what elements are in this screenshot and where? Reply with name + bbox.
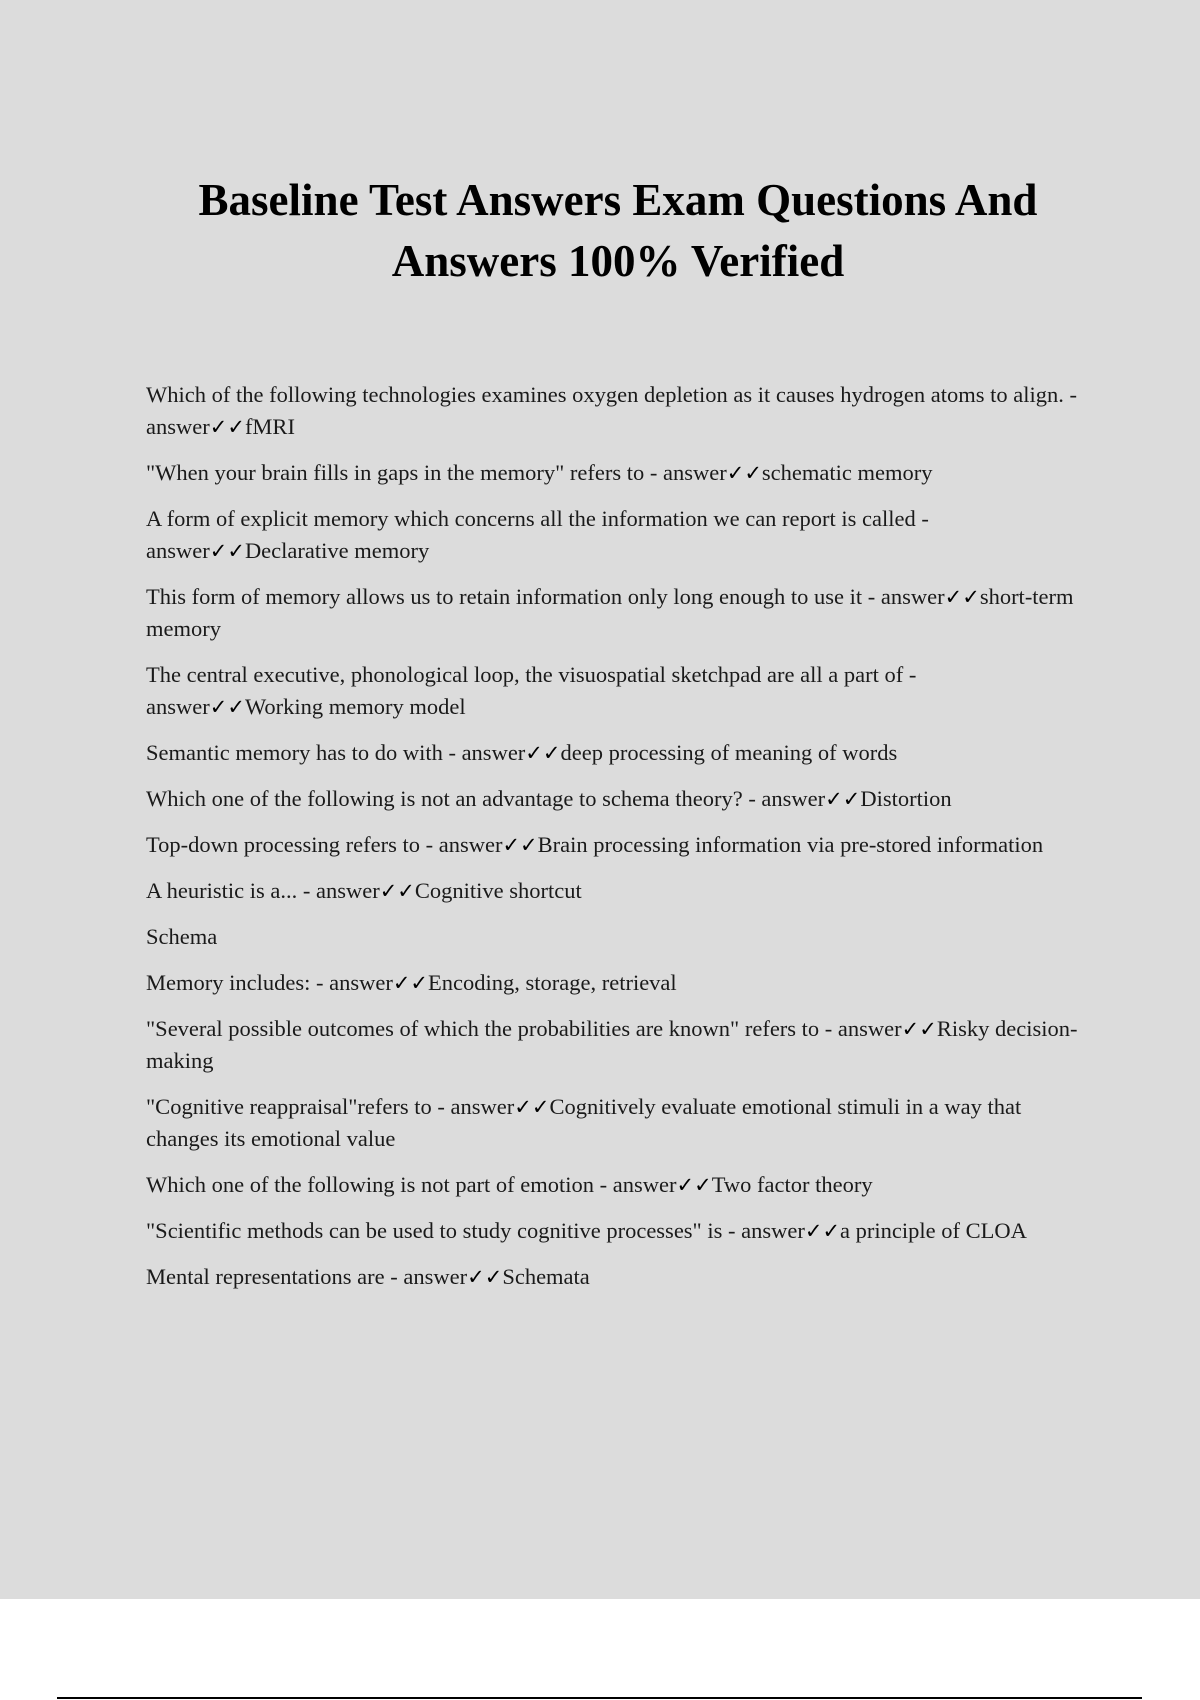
qa-item bbox=[146, 967, 1096, 999]
check-mark-icon: ✓✓ bbox=[467, 1265, 503, 1289]
footer-divider bbox=[57, 1697, 1142, 1699]
check-mark-icon: ✓✓ bbox=[726, 461, 762, 485]
answer-text: fMRI bbox=[244, 414, 295, 439]
question-text: This form of memory allows us to retain information only long enough to use it - answer bbox=[146, 584, 945, 609]
question-text: Which one of the following is not an advantage to schema theory? - answer bbox=[146, 786, 826, 811]
qa-item bbox=[146, 1215, 1096, 1247]
question-text: "Several possible outcomes of which the probabilities are known" refers to - answer bbox=[146, 1016, 902, 1041]
qa-item bbox=[146, 1013, 1096, 1077]
qa-item bbox=[146, 581, 1096, 645]
question-answer-list bbox=[146, 379, 1096, 1307]
check-mark-icon: ✓✓ bbox=[392, 971, 429, 995]
document-title bbox=[120, 170, 1116, 292]
qa-item bbox=[146, 1169, 1096, 1201]
question-text: A form of explicit memory which concerns all the information we can report is called - answer bbox=[146, 506, 929, 563]
answer-text: Working memory model bbox=[244, 694, 466, 719]
check-mark-icon: ✓✓ bbox=[379, 879, 415, 903]
question-text: Memory includes: - answer bbox=[146, 970, 393, 995]
question-text: Semantic memory has to do with - answer bbox=[146, 740, 526, 765]
qa-item bbox=[146, 829, 1096, 861]
question-text: A heuristic is a... - answer bbox=[146, 878, 380, 903]
answer-text: a principle of CLOA bbox=[840, 1218, 1027, 1243]
answer-text: Encoding, storage, retrieval bbox=[428, 970, 677, 995]
title-line-2: Answers 100% Verified bbox=[391, 236, 845, 286]
question-text: The central executive, phonological loop, the visuospatial sketchpad are all a part of - answer bbox=[146, 662, 917, 719]
qa-item bbox=[146, 659, 1096, 723]
check-mark-icon: ✓✓ bbox=[901, 1017, 937, 1041]
check-mark-icon: ✓✓ bbox=[804, 1219, 841, 1243]
qa-item bbox=[146, 503, 1096, 567]
qa-item bbox=[146, 737, 1096, 769]
check-mark-icon: ✓✓ bbox=[514, 1095, 550, 1119]
answer-text: Distortion bbox=[860, 786, 952, 811]
answer-text: Cognitive shortcut bbox=[414, 878, 582, 903]
qa-item bbox=[146, 921, 1096, 953]
qa-item bbox=[146, 457, 1096, 489]
answer-text: Schemata bbox=[502, 1264, 590, 1289]
check-mark-icon: ✓✓ bbox=[676, 1173, 712, 1197]
answer-text: short-term memory bbox=[146, 584, 1074, 641]
qa-item bbox=[146, 379, 1096, 443]
qa-item bbox=[146, 783, 1096, 815]
qa-item bbox=[146, 1091, 1096, 1155]
answer-text: Two factor theory bbox=[711, 1172, 873, 1197]
question-text: Mental representations are - answer bbox=[146, 1264, 468, 1289]
qa-item bbox=[146, 1261, 1096, 1293]
answer-text: deep processing of meaning of words bbox=[560, 740, 898, 765]
question-text: "Cognitive reappraisal"refers to - answer bbox=[146, 1094, 515, 1119]
question-text: Top-down processing refers to - answer bbox=[146, 832, 503, 857]
question-text: Which one of the following is not part of emotion - answer bbox=[146, 1172, 677, 1197]
check-mark-icon: ✓✓ bbox=[209, 539, 245, 563]
question-text: "When your brain fills in gaps in the memory" refers to - answer bbox=[146, 460, 727, 485]
check-mark-icon: ✓✓ bbox=[525, 741, 561, 765]
check-mark-icon: ✓✓ bbox=[944, 585, 980, 609]
question-text: Schema bbox=[146, 924, 218, 949]
answer-text: Risky decision-making bbox=[146, 1016, 1078, 1073]
question-text: "Scientific methods can be used to study cognitive processes" is - answer bbox=[146, 1218, 805, 1243]
question-text: Which of the following technologies examines oxygen depletion as it causes hydrogen atoms to align. - answer bbox=[146, 382, 1078, 439]
answer-text: Brain processing information via pre-stored information bbox=[537, 832, 1044, 857]
check-mark-icon: ✓✓ bbox=[209, 415, 245, 439]
qa-item bbox=[146, 875, 1096, 907]
answer-text: Declarative memory bbox=[244, 538, 430, 563]
check-mark-icon: ✓✓ bbox=[825, 787, 861, 811]
title-line-1: Baseline Test Answers Exam Questions And bbox=[198, 175, 1038, 225]
answer-text: Cognitively evaluate emotional stimuli in a way that changes its emotional value bbox=[146, 1094, 1022, 1151]
answer-text: schematic memory bbox=[761, 460, 933, 485]
check-mark-icon: ✓✓ bbox=[209, 695, 245, 719]
check-mark-icon: ✓✓ bbox=[502, 833, 538, 857]
